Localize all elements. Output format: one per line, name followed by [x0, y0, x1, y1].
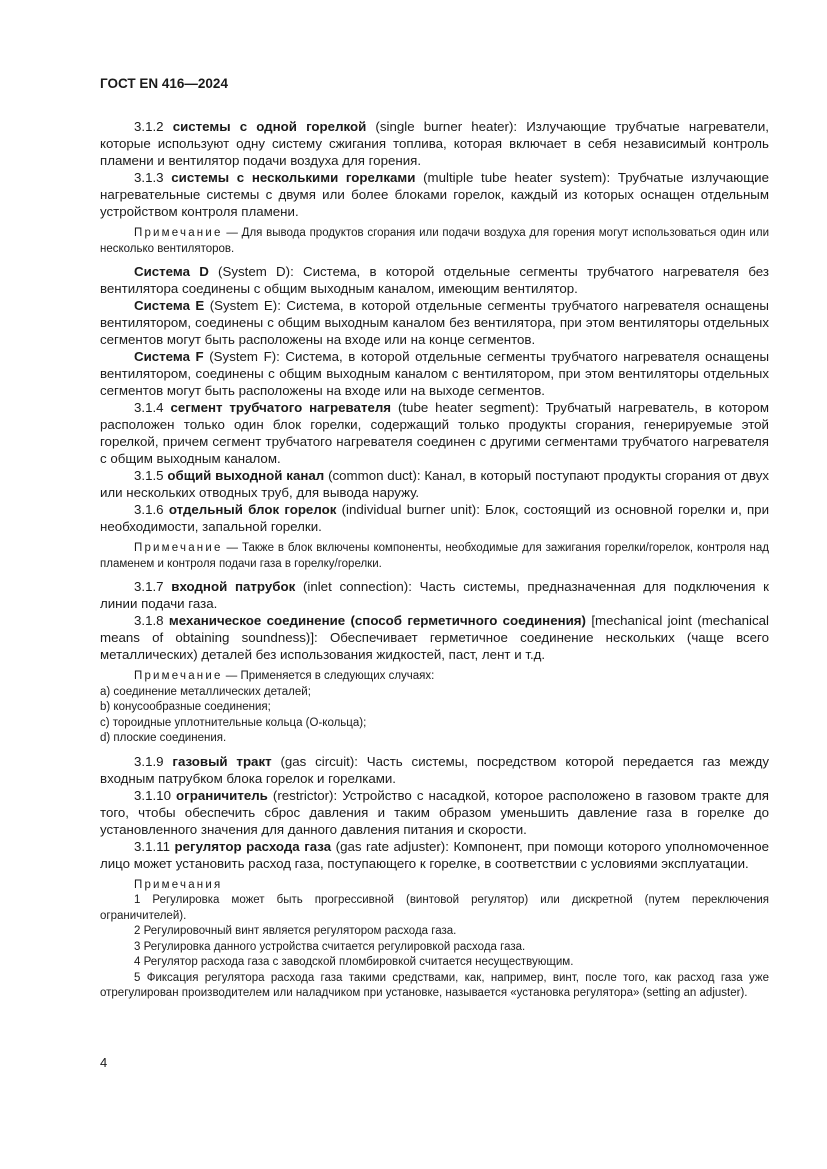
clause-text: (individual burner unit): Блок, состоящий из основной горелки и, при необходимости, запальной горелки.	[100, 502, 770, 534]
clause-number: 3.1.8	[134, 613, 164, 628]
clause-text: (multiple tube heater system): Трубчатые излучающие нагревательные системы с двумя или более блоками горелок, каждый из которых оснащен отдельным устройством контроля пламени.	[100, 170, 769, 219]
note-text: — Также в блок включены компоненты, необходимые для зажигания горелки/горелок, контроля над пламенем и контроля подачи газа в горелку/горелки.	[100, 542, 769, 570]
clause-number: 3.1.5	[134, 468, 164, 483]
system-e	[100, 297, 769, 348]
clause-number: 3.1.10	[134, 787, 171, 803]
note-1	[100, 226, 769, 257]
clause-term: регулятор расхода газа	[174, 838, 332, 854]
document-header: ГОСТ EN 416—2024	[100, 76, 228, 91]
notes-4-item: 2 Регулировочный винт является регулятором расхода газа.	[134, 925, 457, 937]
clause-term: отдельный блок горелок	[168, 502, 337, 517]
clause-term: ограничитель	[176, 787, 268, 803]
clause-text: (tube heater segment): Трубчатый нагреватель, в котором расположен только один блок горелки, содержащий только продукты сгорания, генерируемые этой горелкой, причем сегмент трубчатого нагревателя соединен с другими сегментами трубчатого нагревателя с общим выходным каналом.	[100, 400, 770, 466]
clause-3-1-7	[100, 578, 769, 612]
clause-term: сегмент трубчатого нагревателя	[170, 400, 392, 415]
system-d	[100, 263, 769, 297]
clause-3-1-8	[100, 612, 769, 663]
note-3	[100, 669, 769, 685]
page-number: 4	[100, 1055, 108, 1070]
clause-text: (restrictor): Устройство с насадкой, которое расположено в газовом тракте для того, чтобы обеспечить сброс давления и таким образом уменьшить давление газа в горелке до установленного значения для данного давления питания и скорости.	[100, 787, 769, 837]
system-term: Система F	[134, 349, 204, 364]
notes-4-item: 5 Фиксация регулятора расхода газа такими средствами, как, например, винт, после того, как расход газа уже отрегулирован производителем или наладчиком при установке, называется «установка регулятора» (setting an adjuster).	[100, 971, 769, 999]
clause-term: входной патрубок	[171, 579, 296, 594]
clause-text: (single burner heater): Излучающие трубчатые нагреватели, которые используют одну систему сжигания топлива, которая включает в себя независимый контроль пламени и вентилятор подачи воздуха для горения.	[100, 119, 769, 168]
clause-term: общий выходной канал	[167, 468, 325, 483]
note-label: Примечание	[134, 670, 223, 682]
clause-text: (gas rate adjuster): Компонент, при помощи которого уполномоченное лицо может установить расход газа, поступающего к горелке, в соответствии с условиями эксплуатации.	[100, 838, 769, 871]
system-term: Система Е	[134, 298, 205, 313]
system-text: (System D): Система, в которой отдельные сегменты трубчатого нагревателя без вентилятора соединены с общим выходным каналом, имеющим вентилятор.	[100, 264, 769, 296]
clause-3-1-5	[100, 467, 769, 501]
clause-term: системы с несколькими горелками	[171, 170, 416, 185]
clause-3-1-3	[100, 169, 769, 220]
clause-3-1-2	[100, 118, 769, 169]
note-3-item: d) плоские соединения.	[100, 732, 227, 744]
clause-text: (common duct): Канал, в который поступают продукты сгорания от двух или нескольких отводных труб, для вывода наружу.	[100, 468, 769, 500]
notes-label: Примечания	[134, 878, 223, 891]
notes-4-item: 3 Регулировка данного устройства считается регулировкой расхода газа.	[134, 940, 526, 953]
clause-3-1-10	[100, 787, 769, 838]
clause-3-1-4	[100, 399, 769, 467]
system-text: (System F): Система, в которой отдельные сегменты трубчатого нагревателя оснащены вентилятором, соединены с общим выходным каналом с вентилятором, при этом вентиляторы отдельных сегментов могут быть расположены на входе или на выходе сегментов.	[100, 349, 769, 398]
clause-term: механическое соединение (способ герметичного соединения)	[168, 613, 586, 628]
note-3-item: b) конусообразные соединения;	[100, 701, 271, 713]
clause-term: системы с одной горелкой	[172, 119, 367, 134]
clause-3-1-6	[100, 501, 769, 535]
note-2	[100, 541, 769, 572]
clause-number: 3.1.9	[134, 753, 164, 769]
clause-text: (gas circuit): Часть системы, посредством которой передается газ между входным патрубком блока горелок и горелками.	[100, 753, 769, 786]
clause-3-1-9	[100, 753, 769, 787]
clause-number: 3.1.11	[134, 838, 170, 854]
clause-text: [mechanical joint (mechanical means of obtaining soundness)]: Обеспечивает герметичное соединение нескольких (чаще всего металлических) деталей без использования жидкостей, паст, лент и т.д.	[100, 613, 769, 662]
note-label: Примечание	[134, 542, 223, 554]
system-text: (System E): Система, в которой отдельные сегменты трубчатого нагревателя оснащены вентилятором, соединены с общим выходным каналом без вентилятора, при этом вентиляторы отдельных сегментов могут быть расположены на входе или на конце сегментов.	[100, 298, 769, 347]
clause-number: 3.1.2	[134, 119, 164, 134]
clause-number: 3.1.7	[134, 579, 164, 594]
clause-number: 3.1.6	[134, 502, 164, 517]
clause-3-1-11	[100, 838, 769, 872]
clause-text: (inlet connection): Часть системы, предназначенная для подключения к линии подачи газа.	[100, 579, 770, 611]
note-3-item: c) тороидные уплотнительные кольца (О-кольца);	[100, 716, 367, 729]
system-term: Система D	[134, 264, 209, 279]
note-3-item: а) соединение металлических деталей;	[100, 685, 311, 698]
notes-4-label	[100, 878, 769, 894]
document-body	[100, 118, 769, 1002]
note-text: — Для вывода продуктов сгорания или подачи воздуха для горения могут использоваться один или несколько вентиляторов.	[100, 227, 769, 255]
note-label: Примечание	[134, 227, 223, 239]
note-text: — Применяется в следующих случаях:	[222, 670, 435, 682]
clause-number: 3.1.3	[134, 170, 164, 185]
notes-4-item: 1 Регулировка может быть прогрессивной (винтовой регулятор) или дискретной (путем переключения ограничителей).	[100, 894, 769, 922]
notes-4-item: 4 Регулятор расхода газа с заводской пломбировкой считается несуществующим.	[134, 956, 574, 968]
clause-number: 3.1.4	[134, 400, 164, 415]
system-f	[100, 348, 769, 399]
clause-term: газовый тракт	[172, 753, 272, 769]
